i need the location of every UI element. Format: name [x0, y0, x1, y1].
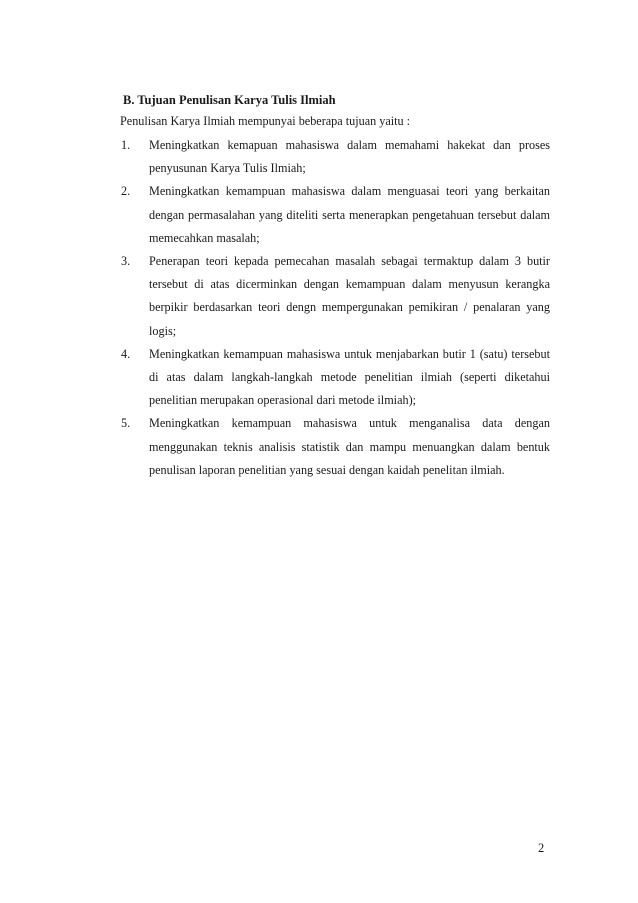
purpose-item-text: Meningkatkan kemampuan mahasiswa untuk menganalisa data dengan menggunakan teknis analisis statistik dan mampu menuangkan dalam bentuk penulisan laporan penelitian yang sesuai dengan kaidah penelitan ilmiah. — [149, 416, 550, 477]
purpose-item-text: Meningkatkan kemampuan mahasiswa untuk menjabarkan butir 1 (satu) tersebut di atas dalam langkah-langkah metode penelitian ilmiah (seperti diketahui penelitian merupakan operasional dari metode ilmiah); — [149, 346, 550, 408]
purpose-item-text: Meningkatkan kemapuan mahasiswa dalam memahami hakekat dan proses penyusunan Karya Tulis Ilmiah; — [149, 138, 550, 176]
purpose-item-text: Penerapan teori kepada pemecahan masalah sebagai termaktup dalam 3 butir tersebut di atas dicerminkan dengan kemampuan dalam menyusun kerangka berpikir berdasarkan teori dengn mempergunakan pemikiran / penalaran yang logis; — [149, 254, 550, 338]
purpose-item-text: Meningkatkan kemampuan mahasiswa dalam menguasai teori yang berkaitan dengan permasalahan yang diteliti serta menerapkan pengetahuan tersebut dalam memecahkan masalah; — [149, 184, 550, 245]
purpose-list — [120, 134, 550, 482]
purpose-item-number: 2. — [121, 184, 131, 199]
purpose-item-number: 1. — [121, 138, 131, 152]
section-intro: Penulisan Karya Ilmiah mempunyai beberapa tujuan yaitu : — [120, 114, 411, 128]
section-heading: B. Tujuan Penulisan Karya Tulis Ilmiah — [123, 93, 336, 107]
purpose-item — [120, 412, 550, 482]
purpose-item — [120, 250, 550, 343]
page-number: 2 — [538, 841, 545, 855]
purpose-item-number: 3. — [121, 254, 131, 269]
purpose-item-number: 4. — [121, 346, 131, 361]
purpose-item — [120, 180, 550, 250]
purpose-item-number: 5. — [121, 416, 131, 431]
section-content — [120, 90, 550, 482]
purpose-item — [120, 343, 550, 413]
purpose-item — [120, 134, 550, 180]
